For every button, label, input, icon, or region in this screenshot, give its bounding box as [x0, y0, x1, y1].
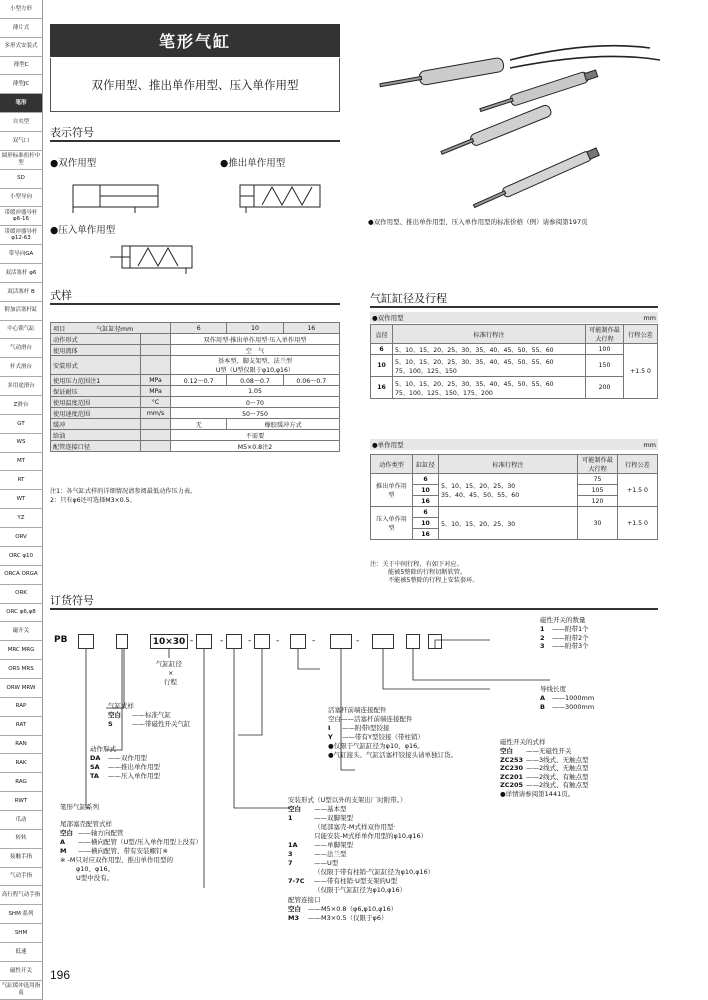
note-line: 2：只有φ6还可选择M3×0.5。	[50, 497, 136, 504]
table-cell	[141, 345, 171, 356]
code-value: ZC201	[500, 772, 524, 781]
table-cell: +1.5 0	[624, 344, 658, 399]
table-cell: 双作用型·推出单作用型·压入单作用型	[171, 334, 340, 345]
sidebar-item[interactable]: 带导向GA	[0, 245, 42, 264]
cyl-type-option	[108, 711, 171, 720]
sidebar-item[interactable]: 双气口	[0, 132, 42, 151]
rod-option	[328, 724, 389, 733]
sidebar-item[interactable]: 磁开关	[0, 622, 42, 641]
table-header-cell: 项目 气缸缸径mm	[51, 323, 171, 334]
table-cell	[141, 441, 171, 452]
page-subtitle: 双作用型、推出单作用型、压入单作用型	[50, 58, 340, 112]
lead-title: 导线长度	[540, 685, 566, 693]
table-row	[51, 397, 340, 408]
code-value: M3	[288, 914, 299, 922]
note-line: 注1：各气缸式样的详细情况请参阅最低动作压力表。	[50, 488, 197, 495]
table-cell: 100	[586, 344, 624, 355]
code-dash: -	[220, 636, 224, 646]
port-option	[288, 914, 387, 923]
table-header-cell: 行程公差	[624, 325, 658, 344]
table-row	[371, 507, 658, 518]
unit-label: mm	[643, 440, 656, 449]
table-cell: 150	[586, 355, 624, 377]
mount-option	[288, 823, 396, 832]
unit-label: mm	[643, 313, 656, 322]
code-desc: （仅限于带有柱销·气缸缸径为φ10,φ16）	[314, 868, 435, 876]
mount-option	[288, 805, 347, 814]
sidebar-item[interactable]: 薄片式	[0, 19, 42, 38]
sidebar-item[interactable]: YZ	[0, 509, 42, 528]
spec-notes	[50, 487, 196, 505]
table-cell: 6	[413, 474, 439, 485]
table-cell: 120	[578, 496, 618, 507]
action-option	[90, 754, 147, 763]
sidebar-item[interactable]: RAP	[0, 698, 42, 717]
sidebar-item[interactable]: RAN	[0, 736, 42, 755]
table-cell: 1.05	[171, 386, 340, 397]
table-row	[51, 345, 340, 356]
section-rule	[50, 303, 340, 305]
table-cell: 压入单作用型	[371, 507, 413, 540]
code-desc: （尾部塞壳-M式样双作用型·	[314, 823, 396, 831]
switch-option	[500, 781, 589, 790]
code-prefix: PB	[54, 635, 68, 645]
mount-option	[288, 886, 406, 895]
table-row	[371, 344, 658, 355]
code-desc: ——附带I型铰接	[342, 724, 390, 732]
symbol-push-label: ●推出单作用型	[220, 158, 286, 169]
table-header-cell: 动作类型	[371, 455, 413, 474]
tail-title: 尾部塞壳配管式样	[60, 820, 112, 828]
table-header-cell: 标准行程注	[439, 455, 578, 474]
sidebar-item[interactable]: 双活塞杆 B	[0, 283, 42, 302]
table-row	[51, 375, 340, 386]
code-desc: ——1000mm	[552, 694, 595, 702]
table-cell: 5、10、15、20、25、30	[439, 507, 578, 540]
rod-title: 活塞杆前端连接配件	[328, 706, 387, 714]
code-value: SA	[90, 763, 100, 771]
table-header-cell: 16	[283, 323, 339, 334]
code-desc: ——横向配管、带有安装螺钉※	[78, 847, 168, 855]
table-cell: 16	[371, 377, 393, 399]
table-header-cell: 10	[227, 323, 283, 334]
code-desc: ——M3×0.5（仅限于φ6）	[308, 914, 388, 922]
page-title: 笔形气缸	[50, 24, 340, 57]
note-line: 注：关于中间行程，有如下对应。	[370, 561, 463, 568]
code-desc: ——双脚架型	[314, 814, 353, 822]
table-row	[371, 474, 658, 485]
bore-stroke-label: ×	[168, 669, 174, 677]
rod-option: 空白——活塞杆前端连接配件	[328, 715, 413, 723]
section-rule	[50, 140, 340, 142]
double-acting-symbol	[65, 175, 165, 215]
table-cell: 16	[413, 496, 439, 507]
spec-table	[50, 322, 340, 452]
table-cell: 5、10、15、20、25、30 35、40、45、50、55、60	[439, 474, 578, 507]
double-type-label: ●双作用型	[372, 314, 404, 322]
sidebar-item[interactable]: MRC MRG	[0, 641, 42, 660]
code-value: 3	[540, 642, 545, 650]
sidebar-item[interactable]: 中心锁气缸	[0, 321, 42, 340]
table-cell: 30	[578, 507, 618, 540]
sidebar-item[interactable]: 小型方形	[0, 0, 42, 19]
switch-qty-title: 磁性开关的数量	[540, 616, 586, 624]
table-cell: 使用压力范围注1	[51, 375, 141, 386]
switch-qty-option	[540, 625, 589, 634]
mount-option	[288, 868, 434, 877]
mount-option	[288, 877, 397, 886]
sidebar-item[interactable]: 带缓冲器导杆 φ6-16	[0, 207, 42, 226]
table-cell: 50～750	[171, 408, 340, 419]
table-row	[51, 334, 340, 345]
sidebar-item[interactable]: 爪动	[0, 811, 42, 830]
table-cell: +1.5 0	[618, 474, 658, 507]
table-cell: 使用流体	[51, 345, 141, 356]
switch-option	[500, 773, 589, 782]
code-value: 1	[288, 814, 293, 822]
code-desc: ——2线式、有触点型	[526, 781, 589, 789]
sidebar-item[interactable]: 气缸缓冲选用指南	[0, 981, 42, 1000]
table-row	[51, 430, 340, 441]
tail-option	[60, 838, 202, 847]
code-dash: -	[356, 636, 360, 646]
mount-option	[288, 832, 427, 841]
code-value: 空白	[288, 905, 301, 913]
code-value: 空白	[60, 829, 73, 837]
rod-option	[328, 733, 424, 742]
rod-note-line: ●气缸接头、气缸活塞杆铰接头请单独订货。	[328, 751, 458, 759]
code-desc: ——压入单作用型	[108, 772, 160, 780]
table-cell: mm/s	[141, 408, 171, 419]
code-value: 2	[540, 633, 545, 642]
code-desc: ——带磁性开关气缸	[132, 720, 191, 728]
code-desc: ——轴方向配管	[78, 829, 124, 837]
code-value: TA	[90, 772, 99, 780]
code-value: A	[60, 838, 66, 846]
sidebar-item[interactable]: ORW MRW	[0, 679, 42, 698]
switch-qty-option	[540, 634, 589, 643]
table-cell: +1.5 0	[618, 507, 658, 540]
sidebar-item[interactable]: 薄型C	[0, 57, 42, 76]
table-row	[371, 455, 658, 474]
sidebar-item[interactable]: ORS MRS	[0, 660, 42, 679]
table-cell: 保证耐压	[51, 386, 141, 397]
sidebar-item[interactable]: 带缓冲器导杆 φ12-63	[0, 226, 42, 245]
rod-note-line: ●仅限于气缸缸径为φ10、φ16。	[328, 742, 424, 750]
sidebar-item[interactable]: GT	[0, 415, 42, 434]
sidebar-item[interactable]: 气动手指	[0, 868, 42, 887]
table-cell	[141, 419, 171, 430]
sidebar-item[interactable]: 圆形标准扭杆中型	[0, 151, 42, 170]
tail-note-line: ※ -M只对应双作用型、推出单作用型的	[60, 856, 173, 864]
sidebar-item[interactable]: 笔形	[0, 94, 42, 113]
table-cell: 10	[413, 485, 439, 496]
sidebar-item[interactable]: SHM	[0, 924, 42, 943]
table-cell: 0.06～0.7	[283, 375, 339, 386]
table-cell: 基本型、脚支架型、法兰型 U型（U型仅限于φ10,φ16）	[171, 356, 340, 375]
table-cell: 配管连接口径	[51, 441, 141, 452]
table-cell: 0.08～0.7	[227, 375, 283, 386]
sidebar-item[interactable]: RT	[0, 471, 42, 490]
code-value: A	[540, 694, 546, 702]
table-cell: °C	[141, 397, 171, 408]
sidebar-nav	[0, 0, 43, 1000]
table-cell: 6	[413, 507, 439, 518]
tail-option	[60, 847, 168, 856]
table-cell: 75	[578, 474, 618, 485]
code-value: 1A	[288, 841, 298, 849]
table-cell: 0.12～0.7	[171, 375, 227, 386]
code-value: 1	[540, 625, 545, 633]
double-stroke-table	[370, 324, 658, 399]
table-cell: 空 气	[171, 345, 340, 356]
table-header-cell: 可能制作最大行程	[586, 325, 624, 344]
table-row	[51, 419, 340, 430]
push-single-acting-symbol	[232, 175, 332, 215]
table-cell: 橡胶缓冲方式	[227, 419, 340, 430]
symbol-double-label: ●双作用型	[50, 158, 97, 169]
table-cell: 给油	[51, 430, 141, 441]
sidebar-item[interactable]: WS	[0, 434, 42, 453]
table-cell: 使用速度范围	[51, 408, 141, 419]
code-desc: ——双作用型	[108, 754, 147, 762]
sidebar-item[interactable]: Z滑台	[0, 396, 42, 415]
code-desc: ——3线式、无触点型	[526, 755, 589, 764]
sidebar-item[interactable]: 多用途滑台	[0, 377, 42, 396]
code-desc: ——推出单作用型	[108, 763, 160, 771]
table-cell: MPa	[141, 386, 171, 397]
sidebar-item[interactable]: 磁性开关	[0, 962, 42, 981]
table-row	[51, 386, 340, 397]
code-value: 空白	[108, 711, 121, 719]
code-desc: ——附带1个	[552, 625, 589, 633]
code-value: 空白	[288, 805, 301, 813]
code-desc: ——横向配管（U型/压入单作用型上没有）	[78, 838, 202, 846]
code-value: B	[540, 703, 545, 711]
table-header-cell: 行程公差	[618, 455, 658, 474]
code-value: ZC230	[500, 764, 524, 772]
code-value: S	[108, 720, 113, 728]
code-desc: ——无磁性开关	[526, 747, 572, 755]
photo-caption: ●双作用型、推出单作用型、压入单作用型的标准价格（例）请参阅第197页	[368, 218, 588, 226]
tail-note-line: U型中没有。	[76, 874, 114, 882]
table-cell: 安装形式	[51, 356, 141, 375]
table-header-cell: 直径	[371, 325, 393, 344]
table-header-cell: 6	[171, 323, 227, 334]
product-photo-illustration	[360, 20, 670, 220]
code-value: M	[60, 847, 67, 855]
table-cell: 5、10、15、20、25、30、35、40、45、50、55、60 75、100、125、150、175、200	[393, 377, 586, 399]
single-stroke-table	[370, 454, 658, 540]
mount-option	[288, 850, 347, 859]
switch-qty-option	[540, 642, 589, 651]
sidebar-item[interactable]: 多形式安装式	[0, 38, 42, 57]
cyl-type-option	[108, 720, 191, 729]
sidebar-item[interactable]: 小型导向	[0, 189, 42, 208]
table-cell: 5、10、15、20、25、30、35、40、45、50、55、60	[393, 344, 586, 355]
code-desc: ——单脚架型	[314, 841, 353, 849]
sidebar-item[interactable]: 附加活塞杆缸	[0, 302, 42, 321]
table-cell: 不需要	[171, 430, 340, 441]
note-line: 不能被5整除的行程上安装套环。	[388, 577, 479, 584]
pull-single-acting-symbol	[110, 238, 200, 278]
sidebar-item[interactable]: SD	[0, 170, 42, 189]
ordering-code-diagram	[50, 590, 660, 970]
sidebar-item[interactable]: RAK	[0, 754, 42, 773]
table-cell	[141, 334, 171, 345]
sidebar-item[interactable]: SHM 系列	[0, 905, 42, 924]
code-desc: ——附带2个	[552, 633, 589, 642]
code-value: I	[328, 724, 331, 732]
sidebar-item[interactable]: MT	[0, 453, 42, 472]
code-desc: ——3000mm	[552, 703, 595, 711]
mount-title: 安装形式（U型以外的支架出厂时附带。）	[288, 796, 407, 804]
table-row	[371, 355, 658, 377]
table-cell: 使用温度范围	[51, 397, 141, 408]
table-cell: 10	[413, 518, 439, 529]
sidebar-item[interactable]: 双活塞杆 φ6	[0, 264, 42, 283]
table-cell: M5×0.8注2	[171, 441, 340, 452]
single-type-label: ●单作用型	[372, 441, 404, 449]
table-row	[51, 408, 340, 419]
double-type-bar	[370, 312, 658, 323]
switch-option	[500, 756, 589, 765]
table-cell: 16	[413, 529, 439, 540]
tail-option	[60, 829, 124, 838]
code-dash: -	[248, 636, 252, 646]
order-section-title: 订货符号	[50, 594, 94, 607]
mount-option	[288, 841, 353, 850]
sidebar-item[interactable]: ORK	[0, 585, 42, 604]
sidebar-item[interactable]: 气动滑台	[0, 339, 42, 358]
code-dash: -	[190, 636, 194, 646]
action-option	[90, 763, 160, 772]
port-title: 配管连接口	[288, 896, 321, 904]
bore-stroke-label: 气缸缸径	[156, 660, 182, 668]
table-cell: 缓冲	[51, 419, 141, 430]
stroke-notes	[370, 561, 479, 585]
bore-stroke-label: 行程	[164, 678, 177, 686]
code-desc: ——2线式、有触点型	[526, 772, 589, 781]
code-desc: ——U型	[314, 859, 339, 867]
code-desc: （仅限于气缸缸径为φ10,φ16）	[314, 886, 407, 894]
sidebar-item[interactable]: 薄型JC	[0, 75, 42, 94]
note-line: 能被5整除的行程切断软管。	[388, 569, 467, 576]
sidebar-item[interactable]: RWT	[0, 792, 42, 811]
table-cell: MPa	[141, 375, 171, 386]
lead-option	[540, 694, 594, 703]
lead-option	[540, 703, 594, 712]
table-cell: 推出单作用型	[371, 474, 413, 507]
port-option	[288, 905, 397, 914]
sidebar-item[interactable]: 杆式滑台	[0, 358, 42, 377]
table-cell: 0～70	[171, 397, 340, 408]
sidebar-item[interactable]: 转转	[0, 830, 42, 849]
sidebar-item[interactable]: ORV	[0, 528, 42, 547]
mount-option	[288, 814, 353, 823]
spec-section-title: 式样	[50, 289, 72, 302]
table-cell: 无	[171, 419, 227, 430]
switch-title: 磁性开关的式样	[500, 738, 546, 746]
table-row	[371, 377, 658, 399]
table-cell: 动作形式	[51, 334, 141, 345]
code-value: ZC205	[500, 781, 524, 789]
table-cell	[141, 356, 171, 375]
table-cell: 200	[586, 377, 624, 399]
code-desc: ——法兰型	[314, 850, 347, 858]
section-rule	[370, 306, 658, 308]
code-value: ZC253	[500, 755, 524, 764]
switch-note: ●详情请参阅第1441页。	[500, 790, 575, 798]
action-option	[90, 772, 160, 781]
table-cell: 6	[371, 344, 393, 355]
table-cell: 105	[578, 485, 618, 496]
sidebar-item[interactable]: WT	[0, 490, 42, 509]
table-row	[51, 356, 340, 375]
sidebar-item[interactable]: 自夹型	[0, 113, 42, 132]
sidebar-item[interactable]: RAG	[0, 773, 42, 792]
table-cell: 10	[371, 355, 393, 377]
code-value: Y	[328, 733, 333, 741]
code-box-bore-stroke: 10×30	[150, 634, 188, 649]
symbols-section-title: 表示符号	[50, 126, 94, 139]
series-label: 笔形气缸系列	[60, 803, 99, 811]
table-row	[51, 441, 340, 452]
sidebar-item[interactable]: ORC φ6,φ8	[0, 604, 42, 623]
single-type-bar	[370, 439, 658, 450]
table-header-cell: 缸缸径	[413, 455, 439, 474]
code-value: 空白	[500, 747, 513, 755]
tail-note-line: φ10、φ16。	[76, 865, 115, 873]
code-value: 3	[288, 850, 293, 858]
table-cell: 5、10、15、20、25、30、35、40、45、50、55、60 75、100、125、150	[393, 355, 586, 377]
code-desc: ——标准气缸	[132, 711, 171, 719]
table-row	[371, 325, 658, 344]
code-value: DA	[90, 754, 101, 762]
page-number: 196	[50, 968, 71, 982]
switch-option	[500, 764, 589, 773]
code-desc: ——带有柱销·U型支架的U型	[314, 877, 398, 885]
table-header-cell: 可能制作最大行程	[578, 455, 618, 474]
sidebar-item[interactable]: 高行程气动手指	[0, 886, 42, 905]
code-value: 7	[288, 859, 293, 867]
cyl-type-title: 气缸式样	[108, 702, 134, 710]
table-cell	[141, 430, 171, 441]
sidebar-item[interactable]: ORC φ10	[0, 547, 42, 566]
action-title: 动作形式	[90, 745, 116, 753]
code-desc: 只能安装-M式样单作用型的φ10,φ16）	[314, 832, 428, 840]
code-desc: ——2线式、无触点型	[526, 764, 589, 772]
code-dash: -	[276, 636, 280, 646]
sidebar-item[interactable]: 低速	[0, 943, 42, 962]
code-dash: -	[312, 636, 316, 646]
sidebar-item[interactable]: ORCA ORGA	[0, 566, 42, 585]
code-desc: ——基本型	[314, 805, 347, 813]
table-row	[51, 323, 340, 334]
sidebar-item[interactable]: 接触手指	[0, 849, 42, 868]
code-desc: ——附带3个	[552, 642, 589, 650]
switch-option	[500, 747, 572, 756]
code-desc: ——带有Y型铰接（带柱销）	[342, 733, 424, 741]
code-value: 7-7C	[288, 877, 305, 885]
symbol-pull-label: ●压入单作用型	[50, 225, 116, 236]
table-header-cell: 标准行程注	[393, 325, 586, 344]
stroke-section-title: 气缸缸径及行程	[370, 292, 447, 305]
mount-option	[288, 859, 338, 868]
code-desc: ——M5×0.8（φ6,φ10,φ16）	[308, 905, 398, 913]
sidebar-item[interactable]: RAT	[0, 717, 42, 736]
